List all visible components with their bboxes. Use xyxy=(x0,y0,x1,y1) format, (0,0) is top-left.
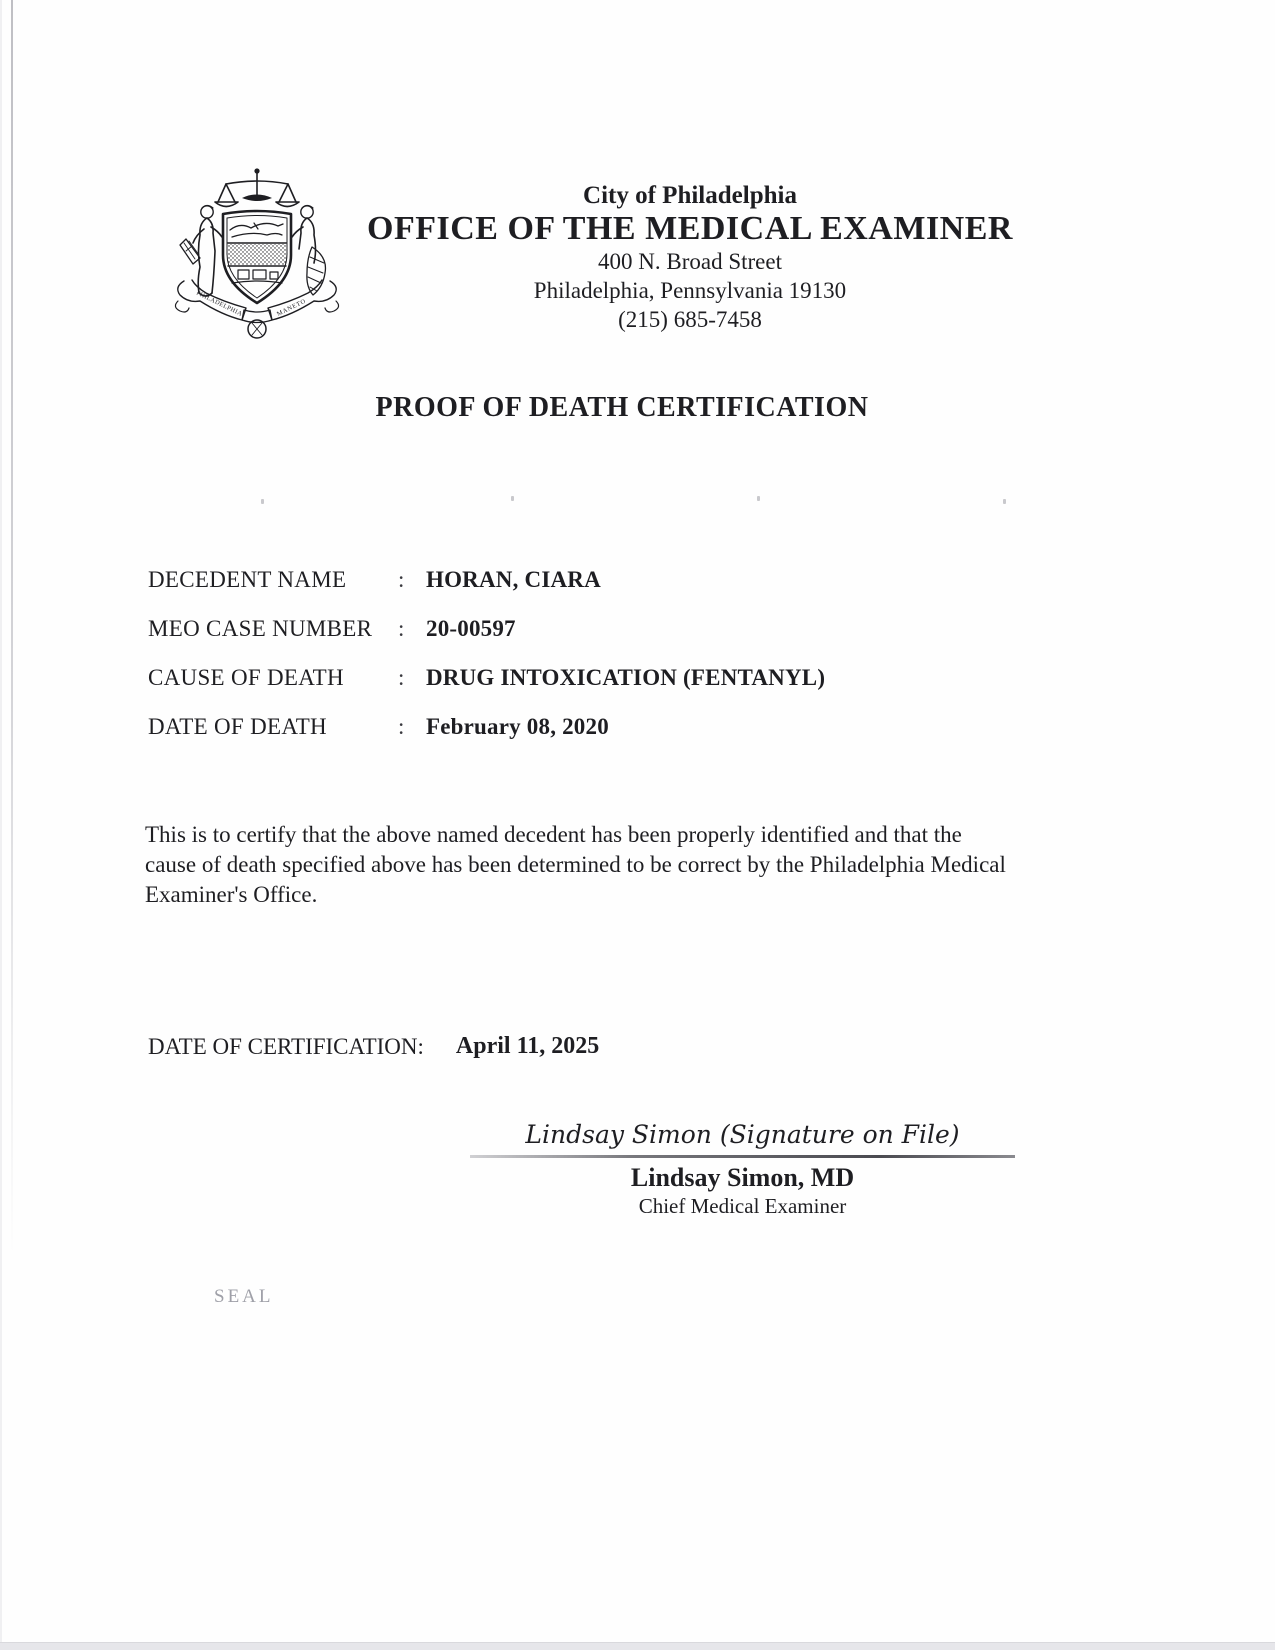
city-of-philadelphia-seal-icon xyxy=(166,163,348,347)
scan-artifact-bottom xyxy=(0,1642,1275,1650)
letterhead-phone: (215) 685-7458 xyxy=(618,307,762,332)
certification-date-label: DATE OF CERTIFICATION: xyxy=(148,1034,424,1059)
field-row-date-of-death xyxy=(148,713,825,741)
field-value: DRUG INTOXICATION (FENTANYL) xyxy=(426,665,826,690)
document-title: PROOF OF DEATH CERTIFICATION xyxy=(375,392,869,423)
scan-speck xyxy=(511,496,514,501)
seal-placeholder-label: SEAL xyxy=(214,1286,274,1307)
seal-motto-left: PHILADELPHIA xyxy=(195,289,244,318)
field-separator: : xyxy=(398,567,405,592)
field-value: HORAN, CIARA xyxy=(426,567,601,592)
field-row-meo-case-number xyxy=(148,615,825,643)
seal-motto-right: MANETO xyxy=(275,297,308,318)
field-separator: : xyxy=(398,616,405,641)
signatory-title: Chief Medical Examiner xyxy=(638,1194,847,1218)
signature-line xyxy=(470,1155,1015,1158)
page-edge-shadow xyxy=(0,0,2,1650)
letterhead-office-line: OFFICE OF THE MEDICAL EXAMINER xyxy=(367,210,1013,247)
certification-date-value: April 11, 2025 xyxy=(455,1033,600,1059)
field-value: February 08, 2020 xyxy=(426,714,609,739)
signatory-name: Lindsay Simon, MD xyxy=(630,1163,855,1192)
scan-speck xyxy=(261,499,264,504)
letterhead-city-state: Philadelphia, Pennsylvania 19130 xyxy=(533,278,847,303)
field-label: DATE OF DEATH xyxy=(148,714,327,739)
field-label: MEO CASE NUMBER xyxy=(148,616,373,641)
scan-speck xyxy=(1003,499,1006,504)
field-label: DECEDENT NAME xyxy=(148,567,347,592)
field-row-cause-of-death xyxy=(148,664,825,692)
letterhead-street: 400 N. Broad Street xyxy=(598,249,782,274)
scan-speck xyxy=(757,496,760,501)
certification-date-row xyxy=(148,1032,599,1061)
signature-block xyxy=(470,1120,1015,1219)
decedent-fields xyxy=(148,566,825,741)
letterhead-city-line: City of Philadelphia xyxy=(583,182,797,209)
letterhead-text xyxy=(355,181,1025,334)
field-label: CAUSE OF DEATH xyxy=(148,665,344,690)
field-separator: : xyxy=(398,665,405,690)
field-separator: : xyxy=(398,714,405,739)
certification-paragraph: This is to certify that the above named decedent has been properly identified and that the cause of death specified above has been determined to be correct by the Philadelphia Medical Examiner's Office. xyxy=(145,822,1006,907)
signature-script-text: Lindsay Simon (Signature on File) xyxy=(525,1120,960,1149)
field-row-decedent-name xyxy=(148,566,825,594)
scan-artifact-line xyxy=(11,0,13,1258)
field-value: 20-00597 xyxy=(426,616,516,641)
